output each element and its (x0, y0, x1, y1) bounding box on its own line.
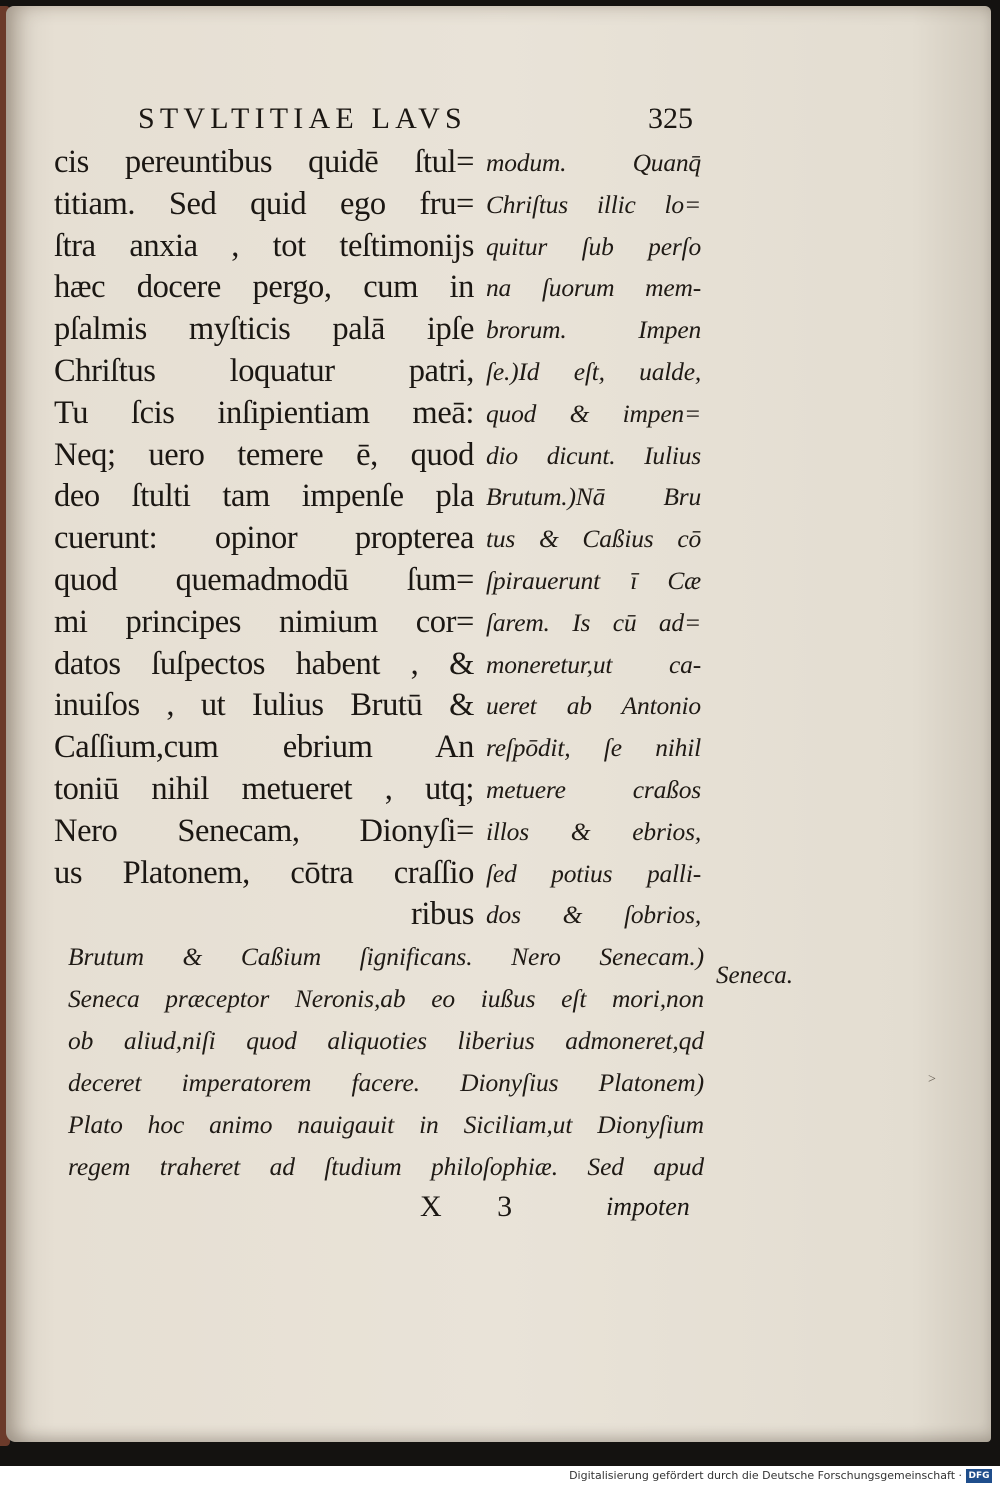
commentary-line: Seneca præceptor Neronis,ab eo iußus eſt mori,non (68, 984, 704, 1013)
gloss-line: moneretur,ut ca- (486, 649, 701, 679)
gloss-line: tus & Caßius cō (486, 524, 701, 554)
signature-mark: X 3 (420, 1190, 537, 1223)
footer-credit: Digitalisierung gefördert durch die Deutsche Forschungsgemeinschaft · (569, 1469, 962, 1482)
margin-note: Seneca. (716, 962, 794, 989)
main-text-line: ribus (410, 896, 474, 933)
commentary-block (68, 936, 704, 1188)
gloss-line: ueret ab Antonio (486, 691, 701, 721)
gloss-column (486, 142, 701, 936)
gloss-line: quod & impen= (486, 398, 701, 428)
main-text-line: mi principes nimium cor= (54, 603, 474, 640)
page-number: 325 (648, 102, 693, 135)
gloss-line: illos & ebrios, (486, 816, 701, 846)
gloss-line: metuere craßos (486, 774, 701, 804)
main-text-line: Neq; uero temere ē, quod (54, 436, 474, 473)
gloss-line: Chriſtus illic lo= (486, 189, 701, 219)
commentary-line: Plato hoc animo nauigauit in Siciliam,ut Dionyſium (68, 1110, 704, 1139)
main-text-line: datos ſuſpectos habent , & (54, 645, 474, 682)
main-text-line: cuerunt: opinor propterea (54, 520, 474, 557)
main-text-line: deo ſtulti tam impenſe pla (54, 478, 474, 515)
stray-mark: > (928, 1072, 936, 1087)
gloss-line: dos & ſobrios, (486, 900, 701, 930)
gloss-line: Brutum.)Nā Bru (486, 482, 701, 512)
main-text-line: toniū nihil metueret , utq; (54, 770, 474, 807)
main-text-line: Nero Senecam, Dionyſi= (54, 812, 474, 849)
main-text-line: us Platonem, cōtra craſſio (54, 854, 474, 891)
commentary-line: Brutum & Caßium ſignificans. Nero Senecam.) (68, 942, 704, 971)
gloss-line: ſpirauerunt ī Cæ (486, 565, 701, 595)
footer-bar (0, 1466, 1000, 1487)
gloss-line: ſed potius palli- (486, 858, 701, 888)
commentary-line: regem traheret ad ſtudium philoſophiæ. Sed apud (68, 1152, 704, 1181)
main-text-line: Chriſtus loquatur patri, (54, 352, 474, 389)
commentary-line: ob aliud,niſi quod aliquoties liberius admoneret,qd (68, 1026, 704, 1055)
gloss-line: reſpōdit, ſe nihil (486, 733, 701, 763)
dfg-logo-icon: DFG (966, 1469, 992, 1483)
main-text-line: Tu ſcis inſipientiam meā: (54, 394, 474, 431)
main-text-line: cis pereuntibus quidē ſtul= (54, 144, 474, 180)
catchword: impoten (606, 1192, 690, 1221)
gloss-line: ſe.)Id eſt, ualde, (486, 356, 701, 386)
gloss-line: dio dicunt. Iulius (486, 440, 701, 470)
main-text-line: quod quemadmodū ſum= (54, 561, 474, 598)
gloss-line: ſarem. Is cū ad= (486, 607, 701, 637)
gloss-line: modum. Quanq̄ (486, 148, 701, 177)
commentary-line: deceret imperatorem facere. Dionyſius Platonem) (68, 1068, 704, 1097)
main-text-line: pſalmis myſticis palā ipſe (54, 311, 474, 348)
gloss-line: quitur ſub perſo (486, 231, 701, 261)
main-text-line: ſtra anxia , tot teſtimonijs (54, 227, 474, 264)
main-text-line: inuiſos , ut Iulius Brutū & (54, 687, 474, 724)
main-text-line: hæc docere pergo, cum in (54, 269, 474, 306)
main-text-line: titiam. Sed quid ego fru= (54, 185, 474, 222)
gloss-line: na ſuorum mem- (486, 273, 701, 303)
main-text-line: Caſſium,cum ebrium An (54, 729, 474, 766)
main-text-column (54, 142, 474, 936)
running-head (138, 102, 693, 142)
gloss-line: brorum. Impen (486, 315, 701, 345)
running-title: STVLTITIAE LAVS (138, 102, 467, 135)
